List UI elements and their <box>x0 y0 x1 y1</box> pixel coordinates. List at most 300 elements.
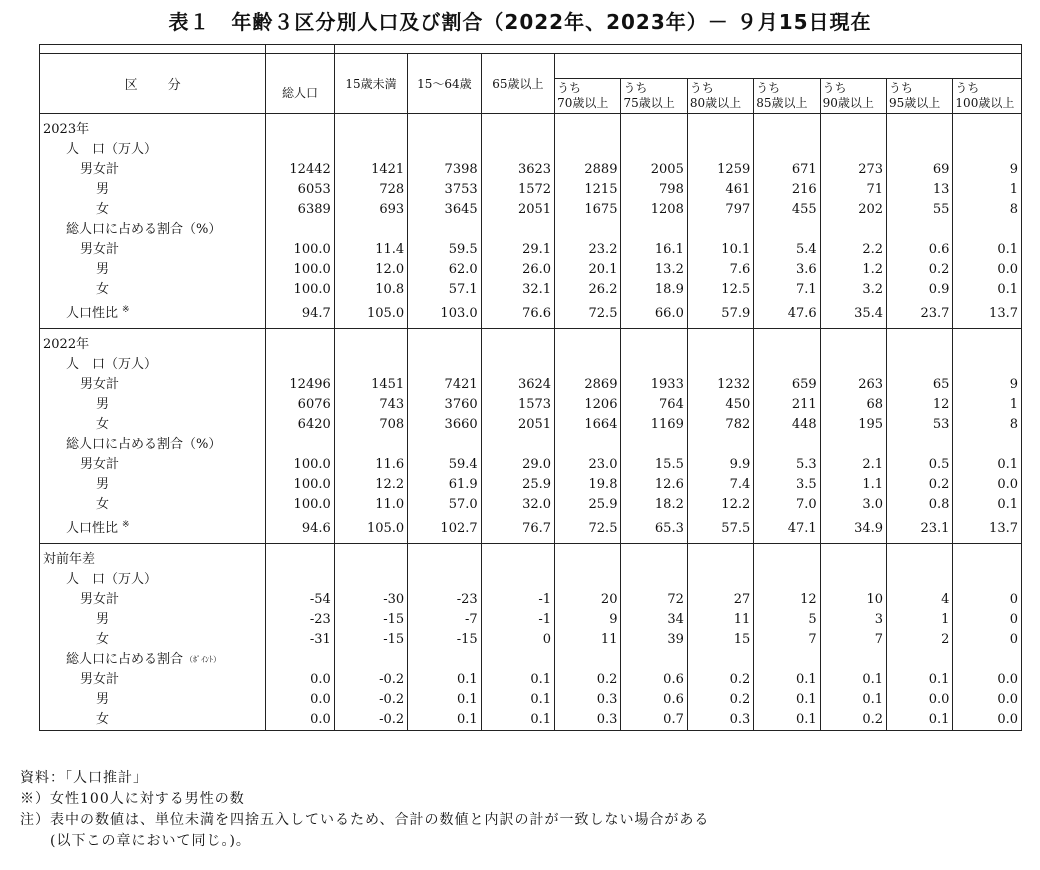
table-cell <box>555 435 621 455</box>
table-cell <box>334 355 407 375</box>
row-label <box>40 200 266 220</box>
row-label <box>40 710 266 731</box>
table-cell: 0 <box>953 610 1022 630</box>
table-cell: 2.2 <box>820 240 886 260</box>
table-cell: 27 <box>687 590 753 610</box>
table-cell: -15 <box>334 610 407 630</box>
row-label <box>40 690 266 710</box>
table-cell <box>266 570 334 590</box>
table-cell <box>754 140 820 160</box>
table-cell: 2 <box>887 630 953 650</box>
table-row <box>40 260 1022 280</box>
table-cell: 0.1 <box>754 670 820 690</box>
table-cell: 8 <box>953 415 1022 435</box>
table-cell: 0.1 <box>887 710 953 731</box>
table-cell: 1572 <box>481 180 554 200</box>
table-cell: 0.9 <box>887 280 953 300</box>
table-cell <box>408 329 481 356</box>
col-header-70plus: うち 70歳以上 <box>555 79 621 114</box>
table-cell <box>687 220 753 240</box>
table-cell: 1169 <box>621 415 687 435</box>
table-cell: 211 <box>754 395 820 415</box>
table-cell: 7 <box>754 630 820 650</box>
table-cell: 3624 <box>481 375 554 395</box>
table-cell: 3660 <box>408 415 481 435</box>
table-cell: 0.2 <box>555 670 621 690</box>
table-cell: -7 <box>408 610 481 630</box>
table-cell: 1573 <box>481 395 554 415</box>
col-header-90plus: うち 90歳以上 <box>820 79 886 114</box>
table-cell: 0.3 <box>555 690 621 710</box>
table-cell: -31 <box>266 630 334 650</box>
table-cell: 4 <box>887 590 953 610</box>
table-cell: 1 <box>953 180 1022 200</box>
table-cell <box>820 570 886 590</box>
table-cell: 0.3 <box>555 710 621 731</box>
table-cell: 1421 <box>334 160 407 180</box>
table-cell: 47.6 <box>754 300 820 329</box>
table-cell <box>820 650 886 670</box>
table-cell: 100.0 <box>266 495 334 515</box>
table-cell: 0.0 <box>266 710 334 731</box>
col-header-85plus: うち 85歳以上 <box>754 79 820 114</box>
table-cell: 12 <box>754 590 820 610</box>
table-cell: 7.6 <box>687 260 753 280</box>
table-cell: 1664 <box>555 415 621 435</box>
table-cell: 15 <box>687 630 753 650</box>
table-cell <box>555 355 621 375</box>
row-label-text: 男 <box>96 262 110 277</box>
table-cell <box>621 435 687 455</box>
table-cell: 0.0 <box>266 690 334 710</box>
table-cell: 0.0 <box>953 710 1022 731</box>
table-cell <box>754 329 820 356</box>
table-cell <box>887 435 953 455</box>
table-cell <box>266 544 334 571</box>
table-cell: 15.5 <box>621 455 687 475</box>
table-cell: 1451 <box>334 375 407 395</box>
table-cell: 55 <box>887 200 953 220</box>
table-cell: 0.0 <box>266 670 334 690</box>
row-label <box>40 670 266 690</box>
table-cell <box>953 329 1022 356</box>
table-cell: 20 <box>555 590 621 610</box>
table-cell: 659 <box>754 375 820 395</box>
table-cell: 12 <box>887 395 953 415</box>
table-cell <box>687 355 753 375</box>
header-top-band <box>40 45 1022 54</box>
table-cell: 455 <box>754 200 820 220</box>
table-cell <box>621 355 687 375</box>
table-cell: 3645 <box>408 200 481 220</box>
table-cell: 12.5 <box>687 280 753 300</box>
table-cell: 0.5 <box>887 455 953 475</box>
table-cell: 764 <box>621 395 687 415</box>
table-cell: 39 <box>621 630 687 650</box>
table-cell: 13.7 <box>953 300 1022 329</box>
table-cell: 72.5 <box>555 515 621 544</box>
row-label <box>40 570 266 590</box>
table-cell: 0.2 <box>820 710 886 731</box>
table-row <box>40 395 1022 415</box>
table-cell: 6389 <box>266 200 334 220</box>
table-cell: 1 <box>887 610 953 630</box>
table-cell: 3.5 <box>754 475 820 495</box>
row-label-text: 女 <box>96 202 110 217</box>
table-cell: 105.0 <box>334 300 407 329</box>
header-row-1 <box>40 54 1022 79</box>
table-cell: 0.1 <box>408 690 481 710</box>
row-label-text: 女 <box>96 497 110 512</box>
row-label-text: 人 口（万人） <box>66 572 158 587</box>
row-label-text: 人 口（万人） <box>66 142 158 157</box>
table-cell: 7.0 <box>754 495 820 515</box>
row-label-text: 男女計 <box>80 592 120 607</box>
row-label <box>40 650 266 670</box>
table-cell: 798 <box>621 180 687 200</box>
table-cell: 11.6 <box>334 455 407 475</box>
table-cell <box>408 570 481 590</box>
table-row <box>40 475 1022 495</box>
col-header-95plus: うち 95歳以上 <box>887 79 953 114</box>
table-row <box>40 690 1022 710</box>
table-cell <box>408 114 481 141</box>
pop-label-row <box>40 355 1022 375</box>
table-cell: 797 <box>687 200 753 220</box>
table-cell <box>887 650 953 670</box>
table-cell: 5.3 <box>754 455 820 475</box>
table-cell: 1259 <box>687 160 753 180</box>
row-label <box>40 114 266 141</box>
table-cell: 1675 <box>555 200 621 220</box>
table-cell: 100.0 <box>266 475 334 495</box>
table-cell: 71 <box>820 180 886 200</box>
table-cell: 0.0 <box>953 690 1022 710</box>
row-label-text: 人口性比 <box>66 306 119 321</box>
table-cell <box>621 329 687 356</box>
table-cell: 23.0 <box>555 455 621 475</box>
table-cell: 6076 <box>266 395 334 415</box>
table-cell <box>481 570 554 590</box>
table-cell: -23 <box>408 590 481 610</box>
note-source: 資料：「人口推計」 <box>20 770 148 786</box>
table-row <box>40 160 1022 180</box>
row-label-text: 男女計 <box>80 377 120 392</box>
col-header-under15: 15歳未満 <box>334 54 407 114</box>
table-cell <box>820 355 886 375</box>
table-row <box>40 280 1022 300</box>
table-cell: 65 <box>887 375 953 395</box>
row-label-text: 男女計 <box>80 242 120 257</box>
table-cell: 3.6 <box>754 260 820 280</box>
table-cell: 72.5 <box>555 300 621 329</box>
table-cell: 25.9 <box>555 495 621 515</box>
row-label-text: 男 <box>96 612 110 627</box>
table-cell: 6420 <box>266 415 334 435</box>
table-cell: 18.2 <box>621 495 687 515</box>
table-cell: 0.1 <box>953 240 1022 260</box>
section-year-row <box>40 544 1022 571</box>
table-cell: -0.2 <box>334 670 407 690</box>
table-cell: 57.1 <box>408 280 481 300</box>
table-cell: 693 <box>334 200 407 220</box>
table-cell <box>334 570 407 590</box>
table-cell: 13 <box>887 180 953 200</box>
table-cell <box>953 650 1022 670</box>
page-title: 表１ 年齢３区分別人口及び割合（2022年、2023年）－ ９月15日現在 <box>168 10 872 34</box>
table-cell <box>887 544 953 571</box>
table-cell: 5 <box>754 610 820 630</box>
table-cell: 263 <box>820 375 886 395</box>
table-cell <box>334 329 407 356</box>
table-cell: 7398 <box>408 160 481 180</box>
table-cell <box>687 570 753 590</box>
table-cell: 69 <box>887 160 953 180</box>
table-cell: 7421 <box>408 375 481 395</box>
share-label-row <box>40 220 1022 240</box>
table-cell: -15 <box>334 630 407 650</box>
table-cell: 0.6 <box>621 670 687 690</box>
table-cell: -0.2 <box>334 710 407 731</box>
table-cell <box>481 355 554 375</box>
row-label <box>40 590 266 610</box>
table-cell: 9 <box>555 610 621 630</box>
row-label-text: 総人口に占める割合 <box>66 652 184 667</box>
row-label <box>40 240 266 260</box>
table-cell <box>266 355 334 375</box>
table-cell: 62.0 <box>408 260 481 280</box>
table-cell <box>953 435 1022 455</box>
table-cell: 32.1 <box>481 280 554 300</box>
table-cell <box>754 114 820 141</box>
row-label <box>40 455 266 475</box>
table-cell: 2.1 <box>820 455 886 475</box>
table-cell <box>887 220 953 240</box>
sex-ratio-row <box>40 300 1022 329</box>
table-cell: 2869 <box>555 375 621 395</box>
row-label-text: 人口性比 <box>66 521 119 536</box>
table-cell: 3.2 <box>820 280 886 300</box>
table-cell: 26.0 <box>481 260 554 280</box>
table-cell: 23.2 <box>555 240 621 260</box>
table-cell <box>820 114 886 141</box>
pop-label-row <box>40 570 1022 590</box>
table-cell <box>887 355 953 375</box>
table-cell: 461 <box>687 180 753 200</box>
table-cell: 59.5 <box>408 240 481 260</box>
table-cell: 9.9 <box>687 455 753 475</box>
table-cell: 0.2 <box>687 670 753 690</box>
table-cell: 7.1 <box>754 280 820 300</box>
table-cell: 743 <box>334 395 407 415</box>
col-header-over65: 65歳以上 <box>481 54 554 114</box>
table-cell: 195 <box>820 415 886 435</box>
table-cell: 1.2 <box>820 260 886 280</box>
row-label-text: 男 <box>96 477 110 492</box>
table-cell: 448 <box>754 415 820 435</box>
table-cell <box>621 544 687 571</box>
table-cell <box>754 435 820 455</box>
table-cell: 0.1 <box>820 670 886 690</box>
table-cell: 0.6 <box>887 240 953 260</box>
row-label-text: 2022年 <box>43 337 90 352</box>
table-cell <box>887 140 953 160</box>
table-cell: 11.0 <box>334 495 407 515</box>
table-cell: 32.0 <box>481 495 554 515</box>
table-row <box>40 375 1022 395</box>
row-label <box>40 375 266 395</box>
table-cell: 1.1 <box>820 475 886 495</box>
table-row <box>40 630 1022 650</box>
table-cell: 11.4 <box>334 240 407 260</box>
table-cell <box>687 650 753 670</box>
table-cell: 0 <box>481 630 554 650</box>
table-cell: 105.0 <box>334 515 407 544</box>
row-label-text: 女 <box>96 282 110 297</box>
table-cell: 0.1 <box>820 690 886 710</box>
table-cell <box>754 570 820 590</box>
table-cell: 9 <box>953 375 1022 395</box>
table-cell: 12.0 <box>334 260 407 280</box>
row-label <box>40 180 266 200</box>
row-label <box>40 260 266 280</box>
table-cell <box>555 544 621 571</box>
table-cell <box>266 329 334 356</box>
table-cell: 47.1 <box>754 515 820 544</box>
table-cell: 57.5 <box>687 515 753 544</box>
table-cell: -23 <box>266 610 334 630</box>
table-cell <box>621 220 687 240</box>
table-cell: 0.1 <box>953 455 1022 475</box>
pop-label-row <box>40 140 1022 160</box>
table-cell <box>820 544 886 571</box>
table-cell: 29.1 <box>481 240 554 260</box>
table-cell <box>266 435 334 455</box>
row-label <box>40 415 266 435</box>
table-cell: 16.1 <box>621 240 687 260</box>
row-label <box>40 220 266 240</box>
table-cell <box>887 329 953 356</box>
table-body <box>40 114 1022 731</box>
table-cell: 1933 <box>621 375 687 395</box>
table-cell <box>408 544 481 571</box>
share-unit: （ﾎﾟｲﾝﾄ） <box>185 655 222 664</box>
table-cell <box>621 140 687 160</box>
table-cell: 12.2 <box>334 475 407 495</box>
table-cell <box>820 140 886 160</box>
table-cell: 0.6 <box>621 690 687 710</box>
table-cell <box>334 650 407 670</box>
note-mark: ※ <box>122 305 130 315</box>
sex-ratio-row <box>40 515 1022 544</box>
row-label-text: 男 <box>96 182 110 197</box>
table-cell: 34.9 <box>820 515 886 544</box>
table-cell: 100.0 <box>266 240 334 260</box>
table-cell <box>754 544 820 571</box>
row-label-text: 男 <box>96 397 110 412</box>
table-cell <box>266 650 334 670</box>
table-cell: 450 <box>687 395 753 415</box>
table-cell: 1215 <box>555 180 621 200</box>
table-cell <box>687 140 753 160</box>
table-cell: 34 <box>621 610 687 630</box>
table-cell: 20.1 <box>555 260 621 280</box>
table-cell <box>953 114 1022 141</box>
row-label-text: 2023年 <box>43 122 90 137</box>
row-label-text: 男 <box>96 692 110 707</box>
table-cell: 6053 <box>266 180 334 200</box>
table-cell <box>687 435 753 455</box>
table-cell: 53 <box>887 415 953 435</box>
row-label-text: 総人口に占める割合（%） <box>66 222 222 237</box>
table-cell <box>754 650 820 670</box>
table-cell: 0.8 <box>887 495 953 515</box>
row-label <box>40 610 266 630</box>
table-cell: 0.1 <box>481 710 554 731</box>
table-cell: -30 <box>334 590 407 610</box>
table-cell: 3.0 <box>820 495 886 515</box>
table-cell <box>334 114 407 141</box>
col-header-100plus: うち 100歳以上 <box>953 79 1022 114</box>
table-row <box>40 710 1022 731</box>
table-cell: 10 <box>820 590 886 610</box>
table-cell: 68 <box>820 395 886 415</box>
table-cell <box>621 570 687 590</box>
table-cell: 0.0 <box>953 260 1022 280</box>
table-cell <box>481 544 554 571</box>
table-cell <box>621 650 687 670</box>
section-year-row <box>40 114 1022 141</box>
table-cell: 2005 <box>621 160 687 180</box>
table-cell <box>481 114 554 141</box>
table-cell: 12.6 <box>621 475 687 495</box>
table-cell: 100.0 <box>266 455 334 475</box>
row-label-text: 女 <box>96 417 110 432</box>
note-rounding: 注）表中の数値は、単位未満を四捨五入しているため、合計の数値と内訳の計が一致しない場合がある <box>20 812 710 828</box>
row-label <box>40 329 266 356</box>
table-cell <box>754 220 820 240</box>
table-cell: 0.1 <box>754 710 820 731</box>
table-cell: 66.0 <box>621 300 687 329</box>
col-header-15-64: 15～64歳 <box>408 54 481 114</box>
table-cell: 2889 <box>555 160 621 180</box>
table-cell: 0 <box>953 590 1022 610</box>
table-cell <box>408 650 481 670</box>
table-cell: 3753 <box>408 180 481 200</box>
table-cell: -0.2 <box>334 690 407 710</box>
col-header-80plus: うち 80歳以上 <box>687 79 753 114</box>
table-cell: 3623 <box>481 160 554 180</box>
row-label-text: 人 口（万人） <box>66 357 158 372</box>
table-cell: 671 <box>754 160 820 180</box>
footnotes <box>20 768 709 852</box>
table-cell <box>481 140 554 160</box>
table-cell: 0.7 <box>621 710 687 731</box>
table-cell: 3760 <box>408 395 481 415</box>
table-cell: 3 <box>820 610 886 630</box>
table-cell: 9 <box>953 160 1022 180</box>
table-cell: 0.1 <box>953 280 1022 300</box>
row-label-text: 男女計 <box>80 672 120 687</box>
row-label-text: 女 <box>96 632 110 647</box>
table-cell: 0.3 <box>687 710 753 731</box>
col-header-uchi-band <box>555 54 1022 79</box>
row-label <box>40 160 266 180</box>
table-cell: 10.8 <box>334 280 407 300</box>
table-cell: 10.1 <box>687 240 753 260</box>
note-rounding-cont: (以下この章において同じ。)。 <box>20 833 251 849</box>
table-cell: 708 <box>334 415 407 435</box>
